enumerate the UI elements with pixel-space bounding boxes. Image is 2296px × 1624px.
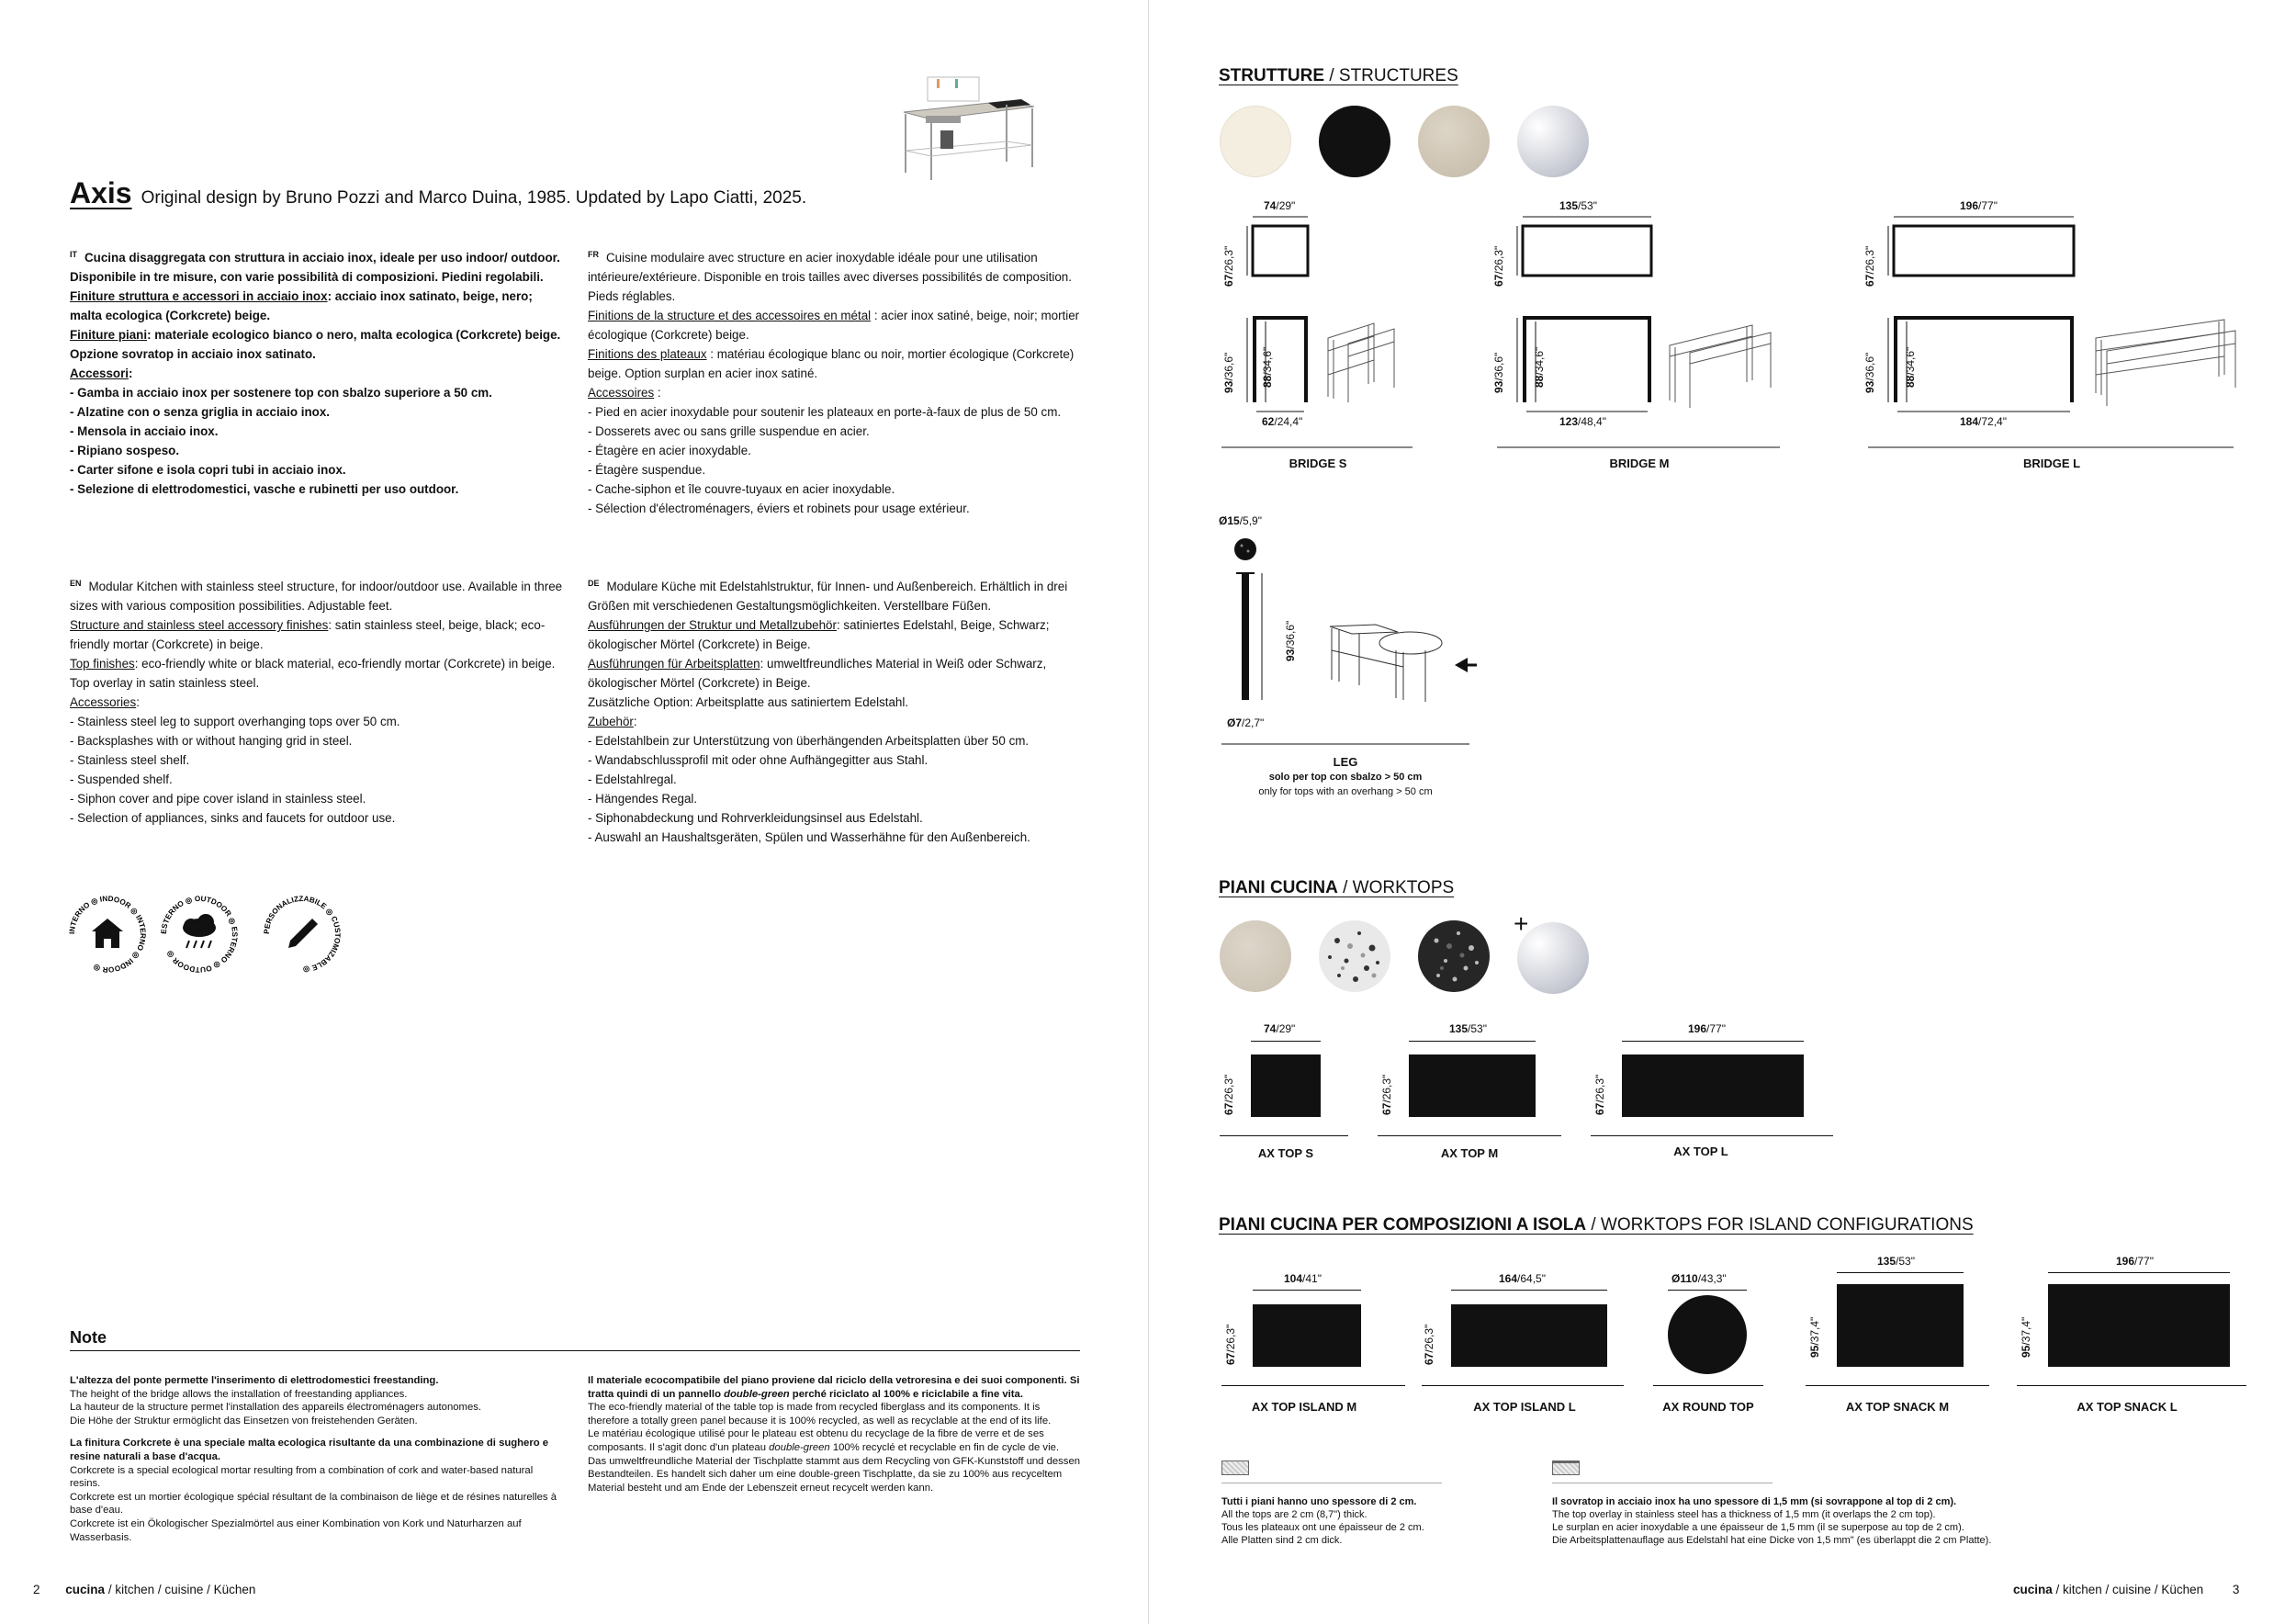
top-s-block xyxy=(1251,1054,1321,1117)
page-number: 3 xyxy=(2232,1583,2240,1596)
snack-l-label: AX TOP SNACK L xyxy=(2077,1400,2178,1414)
thickness-sample-2 xyxy=(1552,1460,1580,1475)
top-l-dimline xyxy=(1622,1041,1804,1042)
island-l-width: 164/64,5" xyxy=(1499,1272,1546,1285)
snack-m-block xyxy=(1837,1284,1964,1367)
page-divider xyxy=(1148,0,1149,1624)
top-m-baseline xyxy=(1378,1135,1561,1136)
top-l-baseline xyxy=(1591,1135,1833,1136)
bridge-l-drawing xyxy=(1866,213,2252,452)
bridge-m-drawing xyxy=(1495,213,1789,452)
swatch-structure-cream xyxy=(1220,106,1291,177)
bridge-m-width: 135/53" xyxy=(1559,199,1597,212)
snack-m-label: AX TOP SNACK M xyxy=(1845,1400,1950,1414)
structures-title: STRUTTURE / STRUCTURES xyxy=(1219,66,1458,85)
island-m-label: AX TOP ISLAND M xyxy=(1251,1400,1357,1414)
bridge-s-h2: 93/36,6" xyxy=(1222,352,1235,393)
bridge-s-h1: 67/26,3" xyxy=(1222,245,1235,287)
thickness-note-1: Tutti i piani hanno uno spessore di 2 cm. All the tops are 2 cm (8,7") thick. Tous les plateaux ont une épaisseur de 2 cm. Alle Platten sind 2 cm dick. xyxy=(1221,1496,1424,1546)
snack-l-block xyxy=(2048,1284,2230,1367)
product-subtitle: Original design by Bruno Pozzi and Marco Duina, 1985. Updated by Lapo Ciatti, 2025. xyxy=(141,188,807,208)
bridge-s-width: 74/29" xyxy=(1264,199,1296,212)
top-s-height: 67/26,3" xyxy=(1222,1074,1235,1115)
description-de: $^{DE}$ Modulare Küche mit Edelstahlstruktur, für Innen- und Außenbereich. Erhältlich in drei Größen mit verschiedenen Gestaltungsmöglichkeiten. Verstellbare Füßen. Ausführungen der Struktur und Metallzubehör: satiniertes Edelstahl, Beige, Schwarz; ökologischer Mörtel (Corkcrete) in Beige. Ausführungen für Arbeitsplatten: umweltfreundliches Material in Weiß oder Schwarz, ökologischer Mörtel (Corkcrete) in Beige. Zusätzliche Option: Arbeitsplatte aus satiniertem Edelstahl. Zubehör: - Edelstahlbein zur Unterstützung von überhängenden Arbeitsplatten über 50 cm. - Wandabschlussprofil mit oder ohne Aufhängegitter aus Stahl. - Edelstahlregal. - Hängendes Regal. - Siphonabdeckung und Rohrverkleidungsinsel aus Edelstahl. - Auswahl an Haushaltsgeräten, Spülen und Wasserhähne für den Außenbereich. xyxy=(588,579,1068,844)
svg-text:ESTERNO ◎ OUTDOOR ◎ ESTERNO ◎: ESTERNO ◎ OUTDOOR ◎ ESTERNO ◎ OUTDOOR ◎ xyxy=(159,894,240,975)
bridge-s-inner: 62/24,4" xyxy=(1262,415,1303,428)
round-top-baseline xyxy=(1653,1385,1763,1386)
rain-cloud-icon xyxy=(183,914,216,948)
top-s-label: AX TOP S xyxy=(1257,1146,1314,1160)
bridge-m-label: BRIDGE M xyxy=(1609,457,1670,470)
bridge-m-h2: 93/36,6" xyxy=(1492,352,1505,393)
island-m-block xyxy=(1253,1304,1361,1367)
top-l-label: AX TOP L xyxy=(1673,1145,1728,1158)
description-it: $^{IT}$ Cucina disaggregata con struttura in acciaio inox, ideale per uso indoor/ outdoor. Disponibile in tre misure, con varie possibilità di composizioni. Piedini regolabili. Finiture struttura e accessori in acciaio inox: acciaio inox satinato, beige, nero; malta ecologica (Corkcrete) beige. Finiture piani: materiale ecologico bianco o nero, malta ecologica (Corkcrete) beige. Opzione sovratop in acciaio inox satinato. Accessori: - Gamba in acciaio inox per sostenere top con sbalzo superiore a 50 cm. - Alzatine con o senza griglia in acciaio inox. - Mensola in acciaio inox. - Ripiano sospeso. - Carter sifone e isola copri tubi in acciaio inox. - Selezione di elettrodomestici, vasche e rubinetti per uso outdoor. xyxy=(70,250,561,496)
bridge-l-label: BRIDGE L xyxy=(2022,457,2081,470)
island-m-width: 104/41" xyxy=(1284,1272,1322,1285)
snack-m-width: 135/53" xyxy=(1877,1255,1915,1268)
island-l-baseline xyxy=(1422,1385,1624,1386)
island-l-dimline xyxy=(1451,1290,1607,1291)
bridge-s-h3: 88/34,6" xyxy=(1261,346,1274,388)
top-m-dimline xyxy=(1409,1041,1536,1042)
bridge-m-inner: 123/48,4" xyxy=(1559,415,1606,428)
snack-m-baseline xyxy=(1806,1385,1989,1386)
top-l-width: 196/77" xyxy=(1688,1022,1726,1035)
swatch-worktop-black-terrazzo xyxy=(1418,920,1490,992)
bridge-l-width: 196/77" xyxy=(1960,199,1998,212)
bridge-l-h3: 88/34,6" xyxy=(1904,346,1917,388)
swatch-structure-beige xyxy=(1418,106,1490,177)
island-m-height: 67/26,3" xyxy=(1224,1324,1237,1365)
leg-top-dim: Ø15/5,9" xyxy=(1219,514,1262,527)
product-thumbnail xyxy=(900,73,1038,184)
note-title: Note xyxy=(70,1328,107,1347)
bridge-l-h2: 93/36,6" xyxy=(1863,352,1876,393)
round-top-dimline xyxy=(1668,1290,1747,1291)
snack-l-dimline xyxy=(2048,1272,2230,1273)
thickness-note-2: Il sovratop in acciaio inox ha uno spessore di 1,5 mm (si sovrappone al top di 2 cm). The top overlay in stainless steel has a thickness of 1,5 mm (it overlaps the 2 cm top). Le surplan en acier inoxydable a une épaisseur de 1,5 mm (il se superpose au top de 2 cm). Die Arbeitsplattenauflage aus Edelstahl hat eine Dicke von 1,5 mm" (es überlappt die 2 cm Platte). xyxy=(1552,1496,1992,1546)
bridge-s-drawing xyxy=(1220,213,1431,434)
island-m-baseline xyxy=(1221,1385,1405,1386)
description-fr: $^{FR}$ Cuisine modulaire avec structure en acier inoxydable idéale pour une utilisation intérieure/extérieure. Disponible en trois tailles avec diverses possibilités de composition. Pieds réglables. Finitions de la structure et des accessoires en métal : acier inox satiné, beige, noir; mortier écologique (Corkcrete) beige. Finitions des plateaux : matériau écologique blanc ou noir, mortier écologique (Corkcrete) beige. Option surplan en acier inox satiné. Accessoires : - Pied en acier inoxydable pour soutenir les plateaux en porte-à-faux de plus de 50 cm. - Dosserets avec ou sans grille suspendue en acier. - Étagère en acier inoxydable. - Étagère suspendue. - Cache-siphon et île couvre-tuyaux en acier inoxydable. - Sélection d'électroménagers, éviers et robinets pour usage extérieur. xyxy=(588,250,1080,515)
snack-l-height: 95/37,4" xyxy=(2020,1316,2032,1358)
bridge-l-inner: 184/72,4" xyxy=(1960,415,2007,428)
note-column-1: L'altezza del ponte permette l'inserimento di elettrodomestici freestanding. The height of the bridge allows the installation of freestanding appliances. La hauteur de la structure permet l'installation des appareils électroménagers autonomes. Die Höhe der Struktur ermöglicht das Einsetzen von freistehenden Geräten. La finitura Corkcrete è una speciale malta ecologica risultante da una combinazione di sughero e resine naturali a base d'acqua. Corkcrete is a special ecological mortar resulting from a combination of cork and water-based natural resins. Corkcrete est un mortier écologique spécial résultant de la combinaison de liège et de résines naturelles à base d'eau. Corkcrete ist ein Ökologischer Spezialmörtel aus einer Kombination von Kork und Naturharzen auf Wasserbasis. xyxy=(70,1375,557,1543)
top-m-width: 135/53" xyxy=(1449,1022,1487,1035)
svg-text:INTERNO ◎ INDOOR ◎ INTERNO ◎ I: INTERNO ◎ INDOOR ◎ INTERNO ◎ INDOOR ◎ xyxy=(67,894,148,975)
bridge-s-label: BRIDGE S xyxy=(1289,457,1347,470)
swatch-worktop-white-terrazzo xyxy=(1319,920,1390,992)
island-m-dimline xyxy=(1253,1290,1361,1291)
top-s-baseline xyxy=(1220,1135,1348,1136)
top-m-label: AX TOP M xyxy=(1440,1146,1499,1160)
product-title: Axis Original design by Bruno Pozzi and Marco Duina, 1985. Updated by Lapo Ciatti, 2025. xyxy=(70,176,807,209)
plus-sign: + xyxy=(1514,909,1529,938)
island-l-block xyxy=(1451,1304,1607,1367)
top-m-height: 67/26,3" xyxy=(1380,1074,1393,1115)
pencil-icon xyxy=(288,919,318,948)
swatch-structure-black xyxy=(1319,106,1390,177)
page-number: 2 xyxy=(33,1583,40,1596)
snack-l-baseline xyxy=(2017,1385,2246,1386)
round-top-disc xyxy=(1668,1295,1747,1374)
footer-right: cucina / kitchen / cuisine / Küchen 3 xyxy=(2013,1583,2240,1596)
top-l-height: 67/26,3" xyxy=(1593,1074,1606,1115)
bridge-m-h1: 67/26,3" xyxy=(1492,245,1505,287)
top-l-block xyxy=(1622,1054,1804,1117)
round-top-label: AX ROUND TOP xyxy=(1662,1400,1754,1414)
footer-left: 2 cucina / kitchen / cuisine / Küchen xyxy=(33,1583,256,1596)
top-s-width: 74/29" xyxy=(1264,1022,1296,1035)
leg-label: LEG solo per top con sbalzo > 50 cm only for tops with an overhang > 50 cm xyxy=(1258,755,1433,797)
swatch-worktop-steel xyxy=(1517,922,1589,994)
swatch-worktop-beige xyxy=(1220,920,1291,992)
leg-bottom-dim: Ø7/2,7" xyxy=(1227,716,1265,729)
svg-text:PERSONALIZZABILE ◎ CUSTOMIZABL: PERSONALIZZABILE ◎ CUSTOMIZABLE ◎ xyxy=(262,894,343,975)
badge-customizable xyxy=(261,893,343,976)
round-top-dim: Ø110/43,3" xyxy=(1671,1272,1727,1285)
island-title: PIANI CUCINA PER COMPOSIZIONI A ISOLA / WORKTOPS FOR ISLAND CONFIGURATIONS xyxy=(1219,1215,1974,1235)
snack-l-width: 196/77" xyxy=(2116,1255,2154,1268)
badge-indoor xyxy=(66,893,149,976)
worktops-title: PIANI CUCINA / WORKTOPS xyxy=(1219,878,1455,897)
island-l-height: 67/26,3" xyxy=(1423,1324,1435,1365)
note-rule xyxy=(70,1350,1080,1351)
bridge-l-h1: 67/26,3" xyxy=(1863,245,1876,287)
bridge-m-h3: 88/34,6" xyxy=(1533,346,1546,388)
island-l-label: AX TOP ISLAND L xyxy=(1473,1400,1576,1414)
snack-m-height: 95/37,4" xyxy=(1808,1316,1821,1358)
description-en: $^{EN}$ Modular Kitchen with stainless steel structure, for indoor/outdoor use. Available in three sizes with various composition possibilities. Adjustable feet. Structure and stainless steel accessory finishes: satin stainless steel, beige, black; eco-friendly mortar (Corkcrete) in beige. Top finishes: eco-friendly white or black material, eco-friendly mortar (Corkcrete) in beige. Top overlay in satin stainless steel. Accessories: - Stainless steel leg to support overhanging tops over 50 cm. - Backsplashes with or without hanging grid in steel. - Stainless steel shelf. - Suspended shelf. - Siphon cover and pipe cover island in stainless steel. - Selection of appliances, sinks and faucets for outdoor use. xyxy=(70,579,563,825)
top-m-block xyxy=(1409,1054,1536,1117)
note-column-2: Il materiale ecocompatibile del piano proviene dal riciclo della vetroresina e dei suoi componenti. Si tratta quindi di un pannello double-green perché riciclato al 100% e riciclabile a fine vita. The eco-friendly material of the table top is made from recycled fiberglass and its components. It is therefore a totally green panel because it is 100% recycled, as well as recyclable at the end of its life. Le matériau écologique utilisé pour le plateau est obtenu du recyclage de la fibre de verre et de ses composants. Il s'agit donc d'un plateau double-green 100% recyclé et recyclable en fin de cycle de vie. Das umweltfreundliche Material der Tischplatte stammt aus dem Recycling von GFK-Kunststoff und dessen Bestandteilen. Es handelt sich daher um eine double-green Tischplatte, da sie zu 100% aus recyceltem Material besteht und am Ende der Lebenszeit erneut recycelt werden kann. xyxy=(588,1375,1081,1494)
swatch-structure-steel xyxy=(1517,106,1589,177)
thickness-sample-1 xyxy=(1221,1460,1249,1475)
snack-m-dimline xyxy=(1837,1272,1964,1273)
badge-outdoor xyxy=(158,893,241,976)
top-s-dimline xyxy=(1251,1041,1321,1042)
leg-height: 93/36,6" xyxy=(1284,620,1297,661)
house-icon xyxy=(92,919,123,948)
